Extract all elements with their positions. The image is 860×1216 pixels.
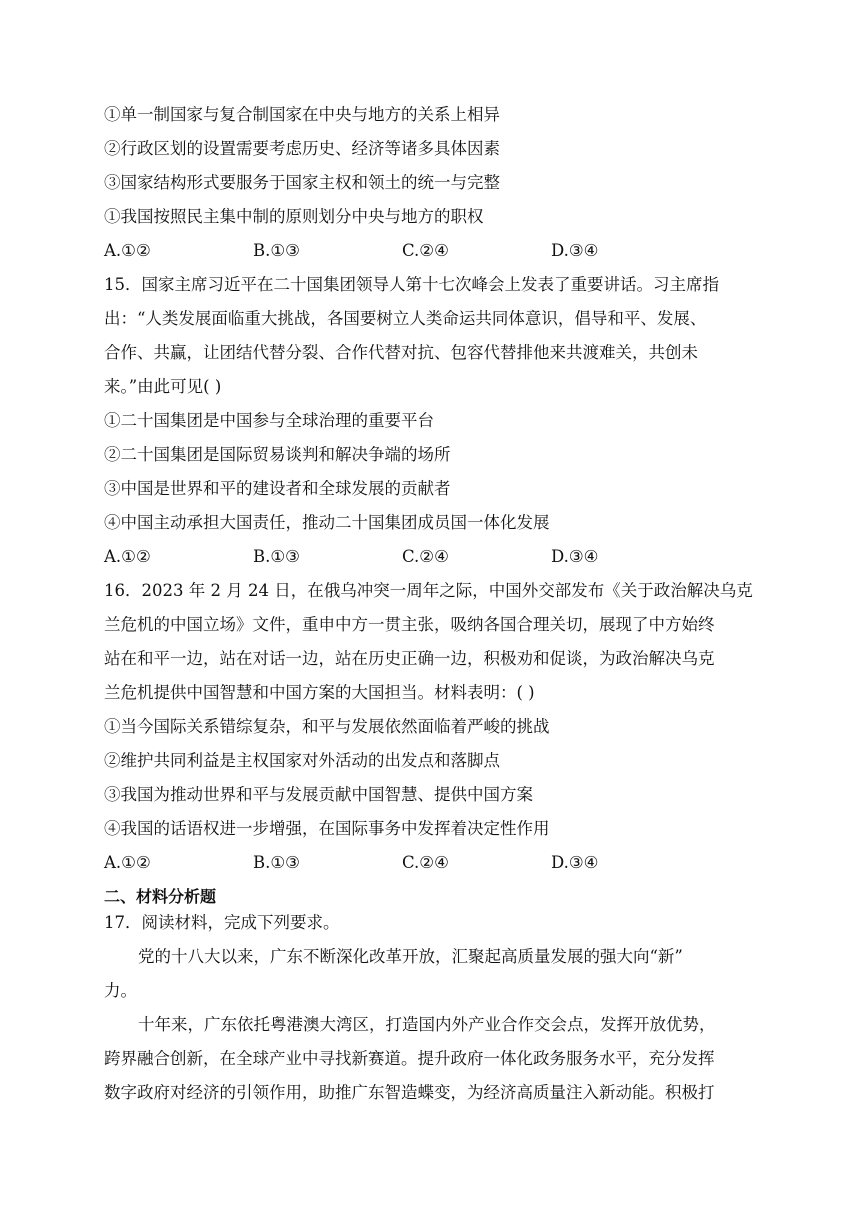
q17-para2-line-1: 十年来，广东依托粤港澳大湾区，打造国内外产业合作交会点，发挥开放优势， xyxy=(138,1015,716,1034)
q14-option-c: C.②④ xyxy=(402,241,449,260)
q14-item-1: ①单一制国家与复合制国家在中央与地方的关系上相异 xyxy=(104,105,500,124)
q14-option-b: B.①③ xyxy=(253,241,300,260)
q16-stem-line-1: 16．2023 年 2 月 24 日，在俄乌冲突一周年之际，中国外交部发布《关于政治解决乌克 xyxy=(104,581,753,600)
q15-option-a: A.①② xyxy=(104,547,151,566)
q15-item-4: ④中国主动承担大国责任，推动二十国集团成员国一体化发展 xyxy=(104,513,550,532)
q14-option-d: D.③④ xyxy=(551,241,599,260)
q15-option-d: D.③④ xyxy=(551,547,599,566)
q16-stem-line-4: 兰危机提供中国智慧和中国方案的大国担当。材料表明：( ) xyxy=(104,683,535,702)
section-heading: 二、材料分析题 xyxy=(104,887,217,906)
q15-item-3: ③中国是世界和平的建设者和全球发展的贡献者 xyxy=(104,479,451,498)
q16-option-d: D.③④ xyxy=(551,853,599,872)
q14-item-4: ①我国按照民主集中制的原则划分中央与地方的职权 xyxy=(104,207,484,226)
q15-option-b: B.①③ xyxy=(253,547,300,566)
q16-stem-line-2: 兰危机的中国立场》文件，重申中方一贯主张，吸纳各国合理关切，展现了中方始终 xyxy=(104,615,715,634)
q14-item-3: ③国家结构形式要服务于国家主权和领土的统一与完整 xyxy=(104,173,500,192)
q16-option-a: A.①② xyxy=(104,853,151,872)
q16-item-4: ④我国的话语权进一步增强，在国际事务中发挥着决定性作用 xyxy=(104,819,550,838)
q16-option-b: B.①③ xyxy=(253,853,300,872)
q17-stem: 17．阅读材料，完成下列要求。 xyxy=(104,913,340,932)
q16-item-2: ②维护共同利益是主权国家对外活动的出发点和落脚点 xyxy=(104,751,500,770)
q16-stem-line-3: 站在和平一边，站在对话一边，站在历史正确一边，积极劝和促谈，为政治解决乌克 xyxy=(104,649,715,668)
q15-option-c: C.②④ xyxy=(402,547,449,566)
q14-option-a: A.①② xyxy=(104,241,151,260)
q16-item-3: ③我国为推动世界和平与发展贡献中国智慧、提供中国方案 xyxy=(104,785,533,804)
q15-item-2: ②二十国集团是国际贸易谈判和解决争端的场所 xyxy=(104,445,451,464)
q15-stem-line-4: 来。”由此可见( ) xyxy=(104,377,222,396)
q15-stem-line-3: 合作、共赢，让团结代替分裂、合作代替对抗、包容代替排他来共渡难关，共创未 xyxy=(104,343,698,362)
q15-stem-line-1: 15．国家主席习近平在二十国集团领导人第十七次峰会上发表了重要讲话。习主席指 xyxy=(104,275,719,294)
q16-item-1: ①当今国际关系错综复杂，和平与发展依然面临着严峻的挑战 xyxy=(104,717,550,736)
q15-item-1: ①二十国集团是中国参与全球治理的重要平台 xyxy=(104,411,434,430)
q17-para2-line-3: 数字政府对经济的引领作用，助推广东智造蝶变，为经济高质量注入新动能。积极打 xyxy=(104,1083,715,1102)
q17-para2-line-2: 跨界融合创新，在全球产业中寻找新赛道。提升政府一体化政务服务水平，充分发挥 xyxy=(104,1049,715,1068)
q17-para1-line-1: 党的十八大以来，广东不断深化改革开放，汇聚起高质量发展的强大向“新” xyxy=(138,947,683,966)
q15-stem-line-2: 出：“人类发展面临重大挑战，各国要树立人类命运共同体意识，倡导和平、发展、 xyxy=(104,309,707,328)
q14-item-2: ②行政区划的设置需要考虑历史、经济等诸多具体因素 xyxy=(104,139,500,158)
q16-option-c: C.②④ xyxy=(402,853,449,872)
q17-para1-line-2: 力。 xyxy=(104,981,137,1000)
